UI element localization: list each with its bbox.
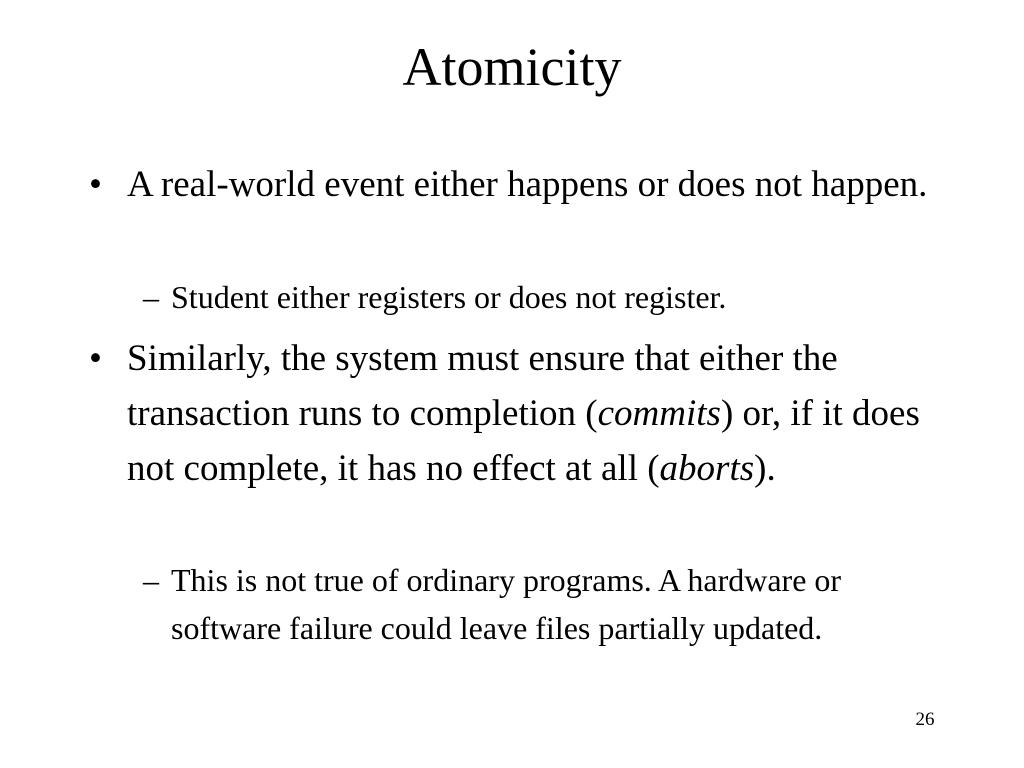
sub-bullet-item-student [143,273,943,321]
page-number: 26 [915,709,935,730]
slide-title: Atomicity [402,37,622,97]
bullet-text-part: ). [754,448,776,489]
sub-bullet-marker: – [143,562,159,598]
bullet-text [127,331,955,496]
aborts-term: aborts [659,448,755,489]
bullet-marker: • [89,338,102,379]
sub-bullet-text: Student either registers or does not register. [171,279,727,315]
bullet-text: A real-world event either happens or does not happen. [127,164,928,205]
sub-bullet-text: This is not true of ordinary programs. A hardware or software failure could leave files partially updated. [171,562,842,646]
bullet-marker: • [89,164,102,205]
bullet-text-part: Similarly, the system must ensure that either the transaction runs to completion ( [127,338,838,434]
bullet-item-system-ensure [89,331,959,551]
bullet-text-part: ) or, if it does not complete, it has no effect at all ( [127,393,920,489]
bullet-item-atomicity-event [89,157,959,267]
sub-bullet-item-ordinary-programs [143,556,943,706]
sub-bullet-marker: – [143,279,159,315]
commits-term: commits [597,393,721,434]
